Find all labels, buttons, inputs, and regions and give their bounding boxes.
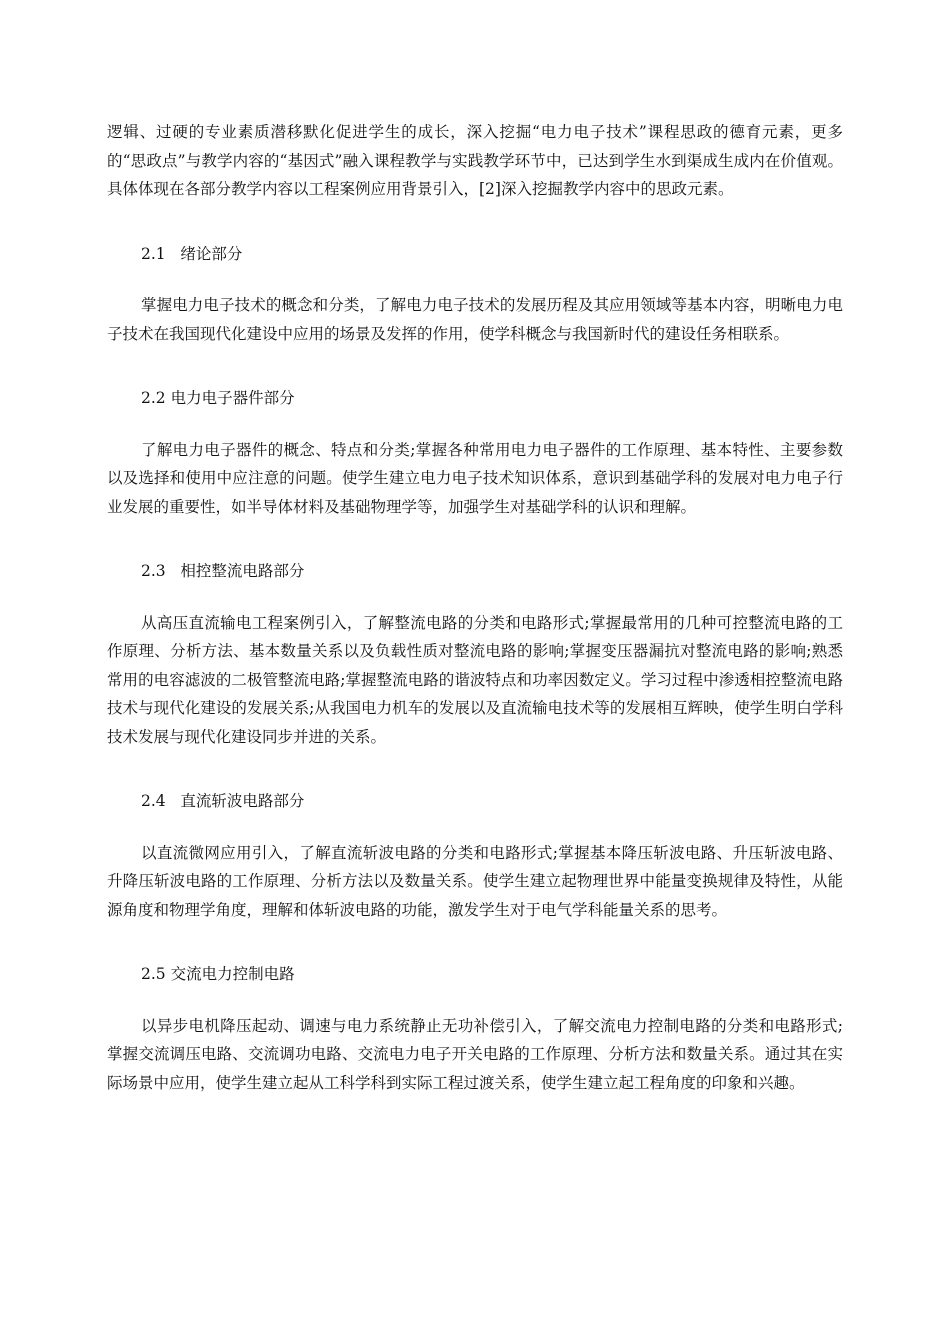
- section-body: 掌握电力电子技术的概念和分类，了解电力电子技术的发展历程及其应用领域等基本内容，明晰电力电子技术在我国现代化建设中应用的场景及发挥的作用，使学科概念与我国新时代的建设任务相联系。: [107, 296, 843, 343]
- section-heading: 2.1 绪论部分: [141, 244, 243, 263]
- section-2-2: [107, 384, 843, 521]
- section-body: 了解电力电子器件的概念、特点和分类;掌握各种常用电力电子器件的工作原理、基本特性、主要参数以及选择和使用中应注意的问题。使学生建立电力电子技术知识体系，意识到基础学科的发展对电力电子行业发展的重要性，如半导体材料及基础物理学等，加强学生对基础学科的认识和理解。: [107, 440, 843, 516]
- section-heading: 2.5 交流电力控制电路: [141, 965, 295, 983]
- section-body: 以直流微网应用引入，了解直流斩波电路的分类和电路形式;掌握基本降压斩波电路、升压斩波电路、升降压斩波电路的工作原理、分析方法以及数量关系。使学生建立起物理世界中能量变换规律及特性，从能源角度和物理学角度，理解和体斩波电路的功能，激发学生对于电气学科能量关系的思考。: [107, 843, 843, 919]
- section-heading: 2.3 相控整流电路部分: [141, 562, 305, 580]
- section-2-3: [107, 557, 843, 751]
- intro-paragraph: 逻辑、过硬的专业素质潜移默化促进学生的成长，深入挖掘“电力电子技术”课程思政的德育元素，更多的“思政点”与教学内容的“基因式”融入课程教学与实践教学环节中，已达到学生水到渠成生成内在价值观。具体体现在各部分教学内容以工程案例应用背景引入，[2]深入挖掘教学内容中的思政元素。: [107, 123, 843, 198]
- document-page: [107, 118, 843, 1097]
- section-2-5: [107, 960, 843, 1097]
- section-heading: 2.2 电力电子器件部分: [141, 389, 295, 407]
- section-2-1: [107, 240, 843, 349]
- section-body: 从高压直流输电工程案例引入，了解整流电路的分类和电路形式;掌握最常用的几种可控整流电路的工作原理、分析方法、基本数量关系以及负载性质对整流电路的影响;掌握变压器漏抗对整流电路的影响;熟悉常用的电容滤波的二极管整流电路;掌握整流电路的谐波特点和功率因数定义。学习过程中渗透相控整流电路技术与现代化建设的发展关系;从我国电力机车的发展以及直流输电技术等的发展相互辉映，使学生明白学科技术发展与现代化建设同步并进的关系。: [107, 613, 843, 746]
- section-body: 以异步电机降压起动、调速与电力系统静止无功补偿引入，了解交流电力控制电路的分类和电路形式;掌握交流调压电路、交流调功电路、交流电力电子开关电路的工作原理、分析方法和数量关系。通过其在实际场景中应用，使学生建立起从工科学科到实际工程过渡关系，使学生建立起工程角度的印象和兴趣。: [107, 1016, 843, 1092]
- section-heading: 2.4 直流斩波电路部分: [141, 792, 305, 810]
- section-2-4: [107, 787, 843, 924]
